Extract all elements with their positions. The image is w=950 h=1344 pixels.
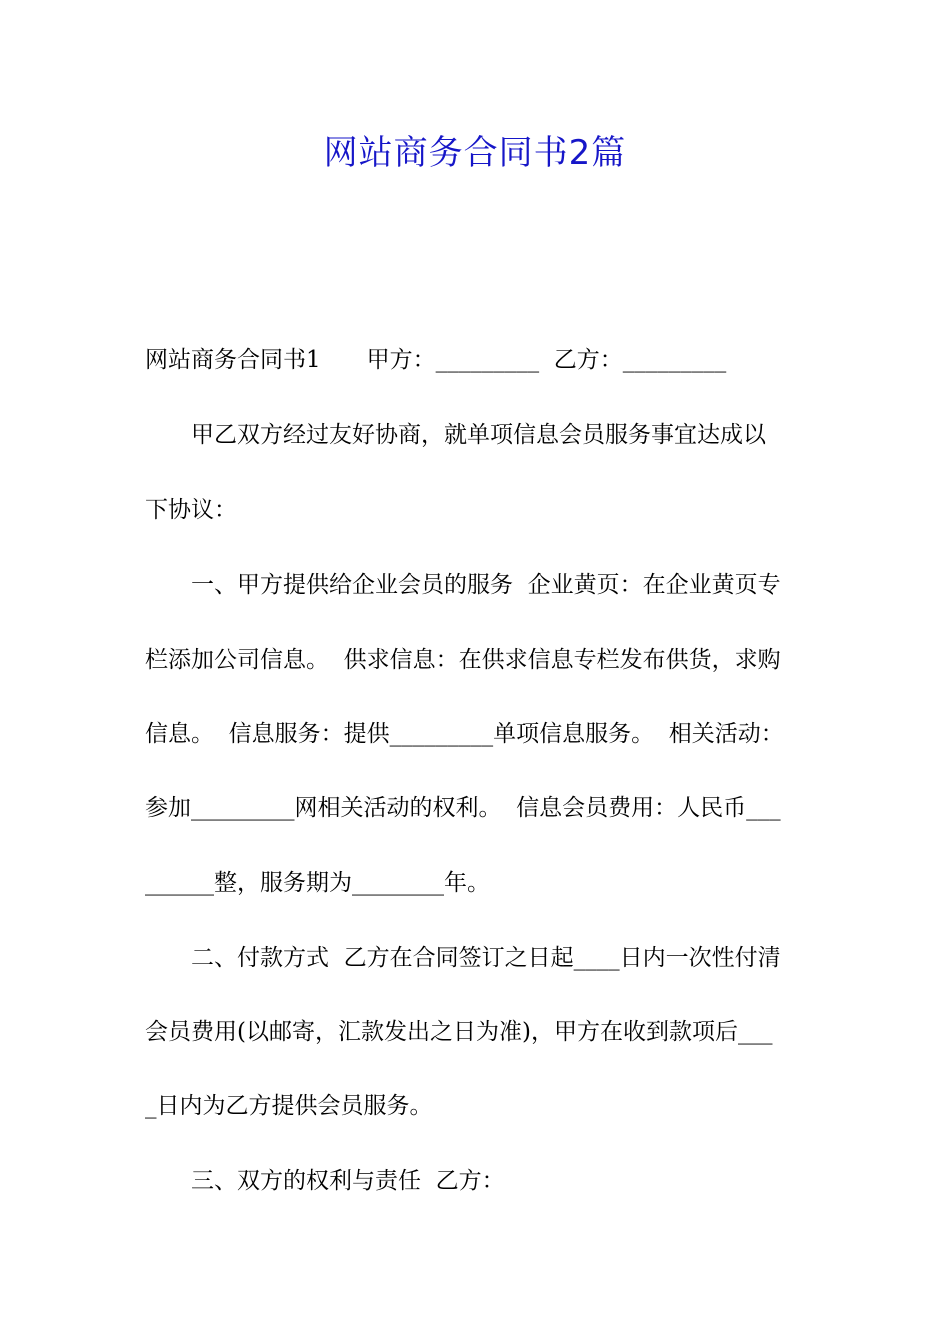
paragraph-line: 下协议： xyxy=(145,497,237,523)
paragraph-line: 二、付款方式 乙方在合同签订之日起____日内一次性付清 xyxy=(145,945,781,971)
paragraph-line: 网站商务合同书1 甲方：_________ 乙方：_________ xyxy=(145,347,727,373)
document-title: 网站商务合同书2篇 xyxy=(323,133,627,173)
paragraph-line: 信息。 信息服务：提供_________单项信息服务。 相关活动： xyxy=(145,721,784,747)
paragraph-line: 一、甲方提供给企业会员的服务 企业黄页：在企业黄页专 xyxy=(145,572,781,598)
paragraph-line: 三、双方的权利与责任 乙方： xyxy=(145,1168,505,1194)
paragraph-line: 甲乙双方经过友好协商，就单项信息会员服务事宜达成以 xyxy=(145,422,766,448)
paragraph-line: _日内为乙方提供会员服务。 xyxy=(145,1093,433,1119)
paragraph-line: 会员费用(以邮寄，汇款发出之日为准)，甲方在收到款项后___ xyxy=(145,1019,773,1045)
paragraph-line: 参加_________网相关活动的权利。 信息会员费用：人民币___ xyxy=(145,795,781,821)
paragraph-line: ______整，服务期为________年。 xyxy=(145,870,490,896)
paragraph-line: 栏添加公司信息。 供求信息：在供求信息专栏发布供货，求购 xyxy=(145,647,781,673)
